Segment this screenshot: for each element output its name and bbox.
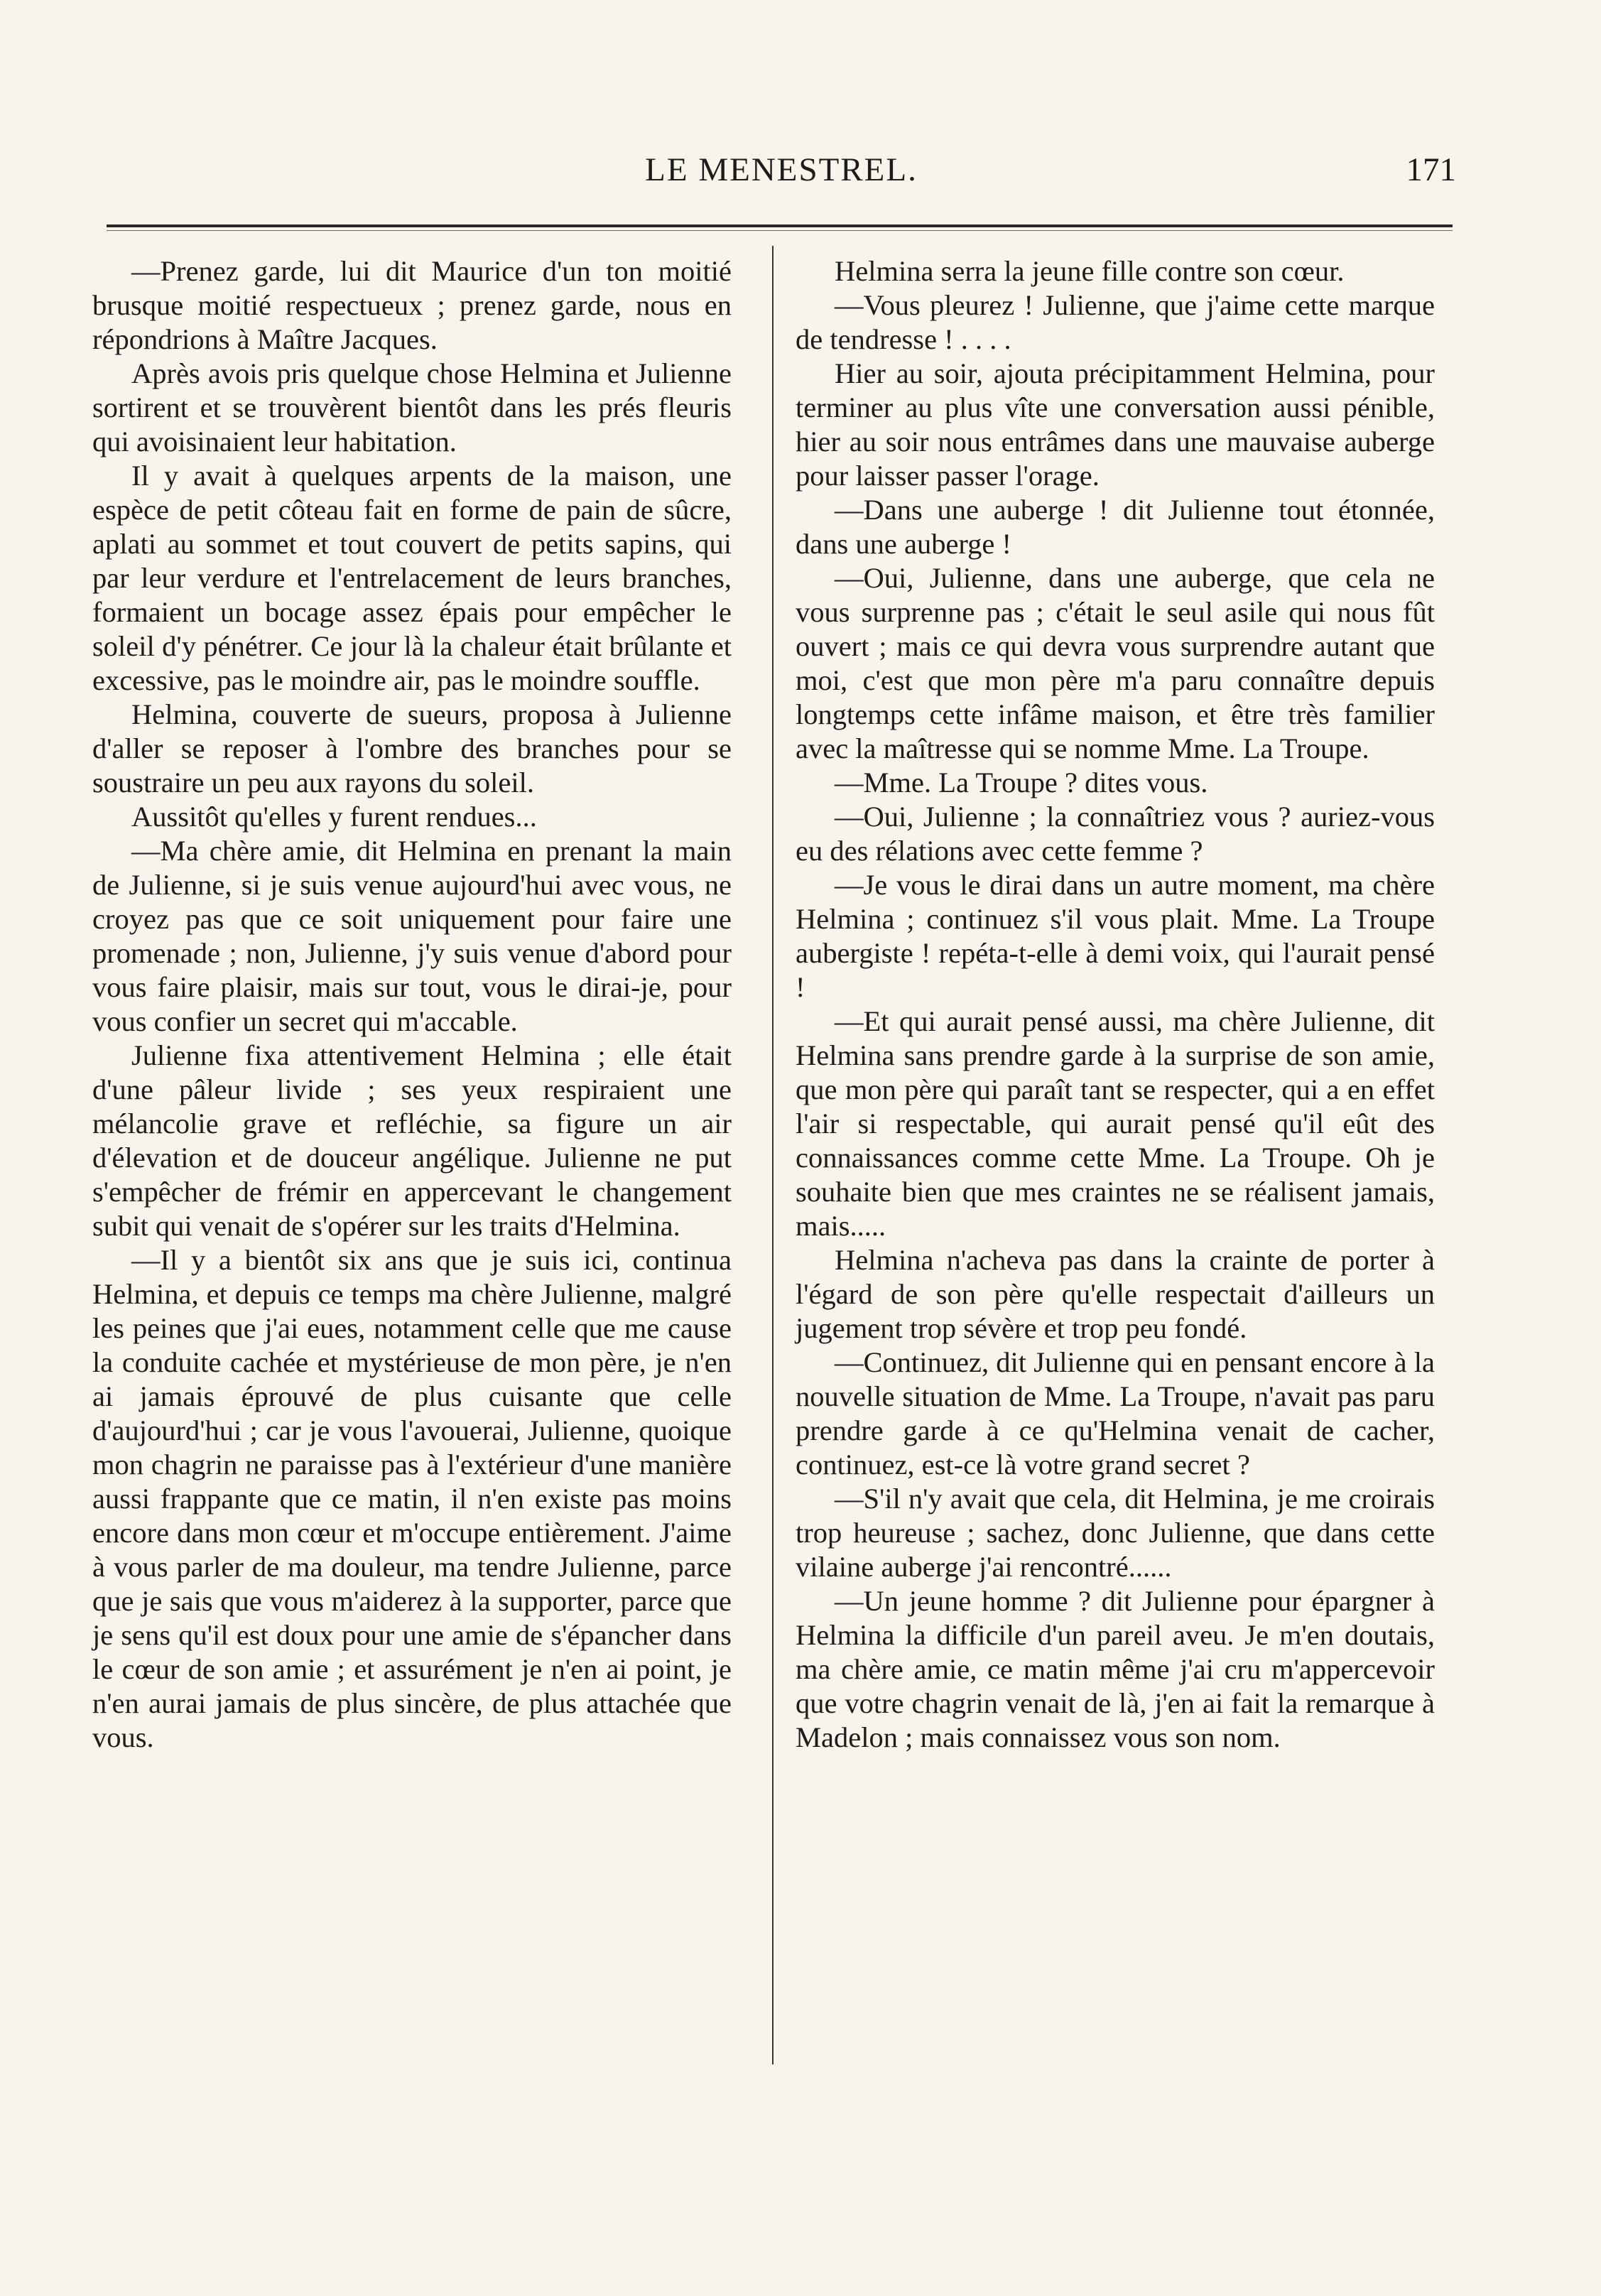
paragraph: —Mme. La Troupe ? dites vous. <box>835 767 1208 798</box>
paragraph: Il y avait à quelques arpents de la maison, une espèce de petit côteau fait en forme de pain de sûcre, aplati au sommet et tout couvert de petits sapins, qui par leur verdure et l'entrelacement de leurs branches, formaient un bocage assez épais pour empêcher le soleil d'y pénétrer. Ce jour là la chaleur était brûlante et excessive, pas le moindre air, pas le moindre souffle. <box>92 460 732 696</box>
running-title: LE MENESTREL. <box>645 151 918 188</box>
paragraph: —Je vous le dirai dans un autre moment, ma chère Helmina ; continuez s'il vous plait. Mme. La Troupe aubergiste ! repéta-t-elle à demi voix, qui l'aurait pensé ! <box>796 869 1435 1003</box>
paragraph: Helmina, couverte de sueurs, proposa à Julienne d'aller se reposer à l'ombre des branches pour se soustraire un peu aux rayons du soleil. <box>92 698 732 798</box>
left-column <box>92 254 732 1755</box>
paragraph: —Vous pleurez ! Julienne, que j'aime cette marque de tendresse ! . . . . <box>796 289 1435 355</box>
page-number: 171 <box>1406 151 1456 188</box>
header-rule-thin <box>107 230 1453 231</box>
header-rule <box>107 224 1453 227</box>
paragraph: Julienne fixa attentivement Helmina ; elle était d'une pâleur livide ; ses yeux respiraient une mélancolie grave et refléchie, sa figure un air d'élevation et de douceur angélique. Julienne ne put s'empêcher de frémir en appercevant le changement subit qui venait de s'opérer sur les traits d'Helmina. <box>92 1039 732 1242</box>
paragraph: —Ma chère amie, dit Helmina en prenant la main de Julienne, si je suis venue aujourd'hui avec vous, ne croyez pas que ce soit uniquement pour faire une promenade ; non, Julienne, j'y suis venue d'abord pour vous faire plaisir, mais sur tout, vous le dirai-je, pour vous confier un secret qui m'accable. <box>92 835 732 1037</box>
paragraph: —Il y a bientôt six ans que je suis ici, continua Helmina, et depuis ce temps ma chère Julienne, malgré les peines que j'ai eues, notamment celle que me cause la conduite cachée et mystérieuse de mon père, je n'en ai jamais éprouvé de plus cuisante que celle d'aujourd'hui ; car je vous l'avouerai, Julienne, quoique mon chagrin ne paraisse pas à l'extérieur d'une manière aussi frappante que ce matin, il n'en existe pas moins encore dans mon cœur et m'occupe entièrement. J'aime à vous parler de ma douleur, ma tendre Julienne, parce que je sais que vous m'aiderez à la supporter, parce que je sens qu'il est doux pour une amie de s'épancher dans le cœur de son amie ; et assurément je n'en ai point, je n'en aurai jamais de plus sincère, de plus attachée que vous. <box>92 1244 732 1753</box>
page-header <box>107 151 1456 193</box>
paragraph: —Dans une auberge ! dit Julienne tout étonnée, dans une auberge ! <box>796 494 1435 560</box>
column-divider <box>772 246 774 2064</box>
paragraph: —Oui, Julienne, dans une auberge, que cela ne vous surprenne pas ; c'était le seul asile qui nous fût ouvert ; mais ce qui devra vous surprendre autant que moi, c'est que mon père m'a paru connaître depuis longtemps cette infâme maison, et être très familier avec la maîtresse qui se nomme Mme. La Troupe. <box>796 562 1435 764</box>
paragraph: —Continuez, dit Julienne qui en pensant encore à la nouvelle situation de Mme. La Troupe, n'avait pas paru prendre garde à ce qu'Helmina venait de cacher, continuez, est-ce là votre grand secret ? <box>796 1346 1435 1480</box>
paragraph: Après avois pris quelque chose Helmina et Julienne sortirent et se trouvèrent bientôt dans les prés fleuris qui avoisinaient leur habitation. <box>92 357 732 457</box>
paragraph: —S'il n'y avait que cela, dit Helmina, je me croirais trop heureuse ; sachez, donc Julienne, que dans cette vilaine auberge j'ai rencontré...... <box>796 1483 1435 1583</box>
paragraph: —Un jeune homme ? dit Julienne pour épargner à Helmina la difficile d'un pareil aveu. Je m'en doutais, ma chère amie, ce matin même j'ai cru m'appercevoir que votre chagrin venait de là, j'en ai fait la remarque à Madelon ; mais connaissez vous son nom. <box>796 1585 1435 1753</box>
paragraph: Hier au soir, ajouta précipitamment Helmina, pour terminer au plus vîte une conversation aussi pénible, hier au soir nous entrâmes dans une mauvaise auberge pour laisser passer l'orage. <box>796 357 1435 492</box>
right-column <box>796 254 1435 1755</box>
paragraph: Helmina serra la jeune fille contre son cœur. <box>835 255 1345 287</box>
paragraph: —Et qui aurait pensé aussi, ma chère Julienne, dit Helmina sans prendre garde à la surprise de son amie, que mon père qui paraît tant se respecter, qui a en effet l'air si respectable, qui aurait pensé qu'il eût des connaissances comme cette Mme. La Troupe. Oh je souhaite bien que mes craintes ne se réalisent jamais, mais..... <box>796 1005 1435 1242</box>
paragraph: Aussitôt qu'elles y furent rendues... <box>131 801 537 833</box>
paragraph: Helmina n'acheva pas dans la crainte de porter à l'égard de son père qu'elle respectait d'ailleurs un jugement trop sévère et trop peu fondé. <box>796 1244 1435 1344</box>
paragraph: —Oui, Julienne ; la connaîtriez vous ? auriez-vous eu des rélations avec cette femme ? <box>796 801 1435 867</box>
paragraph: —Prenez garde, lui dit Maurice d'un ton moitié brusque moitié respectueux ; prenez garde, nous en répondrions à Maître Jacques. <box>92 255 732 355</box>
